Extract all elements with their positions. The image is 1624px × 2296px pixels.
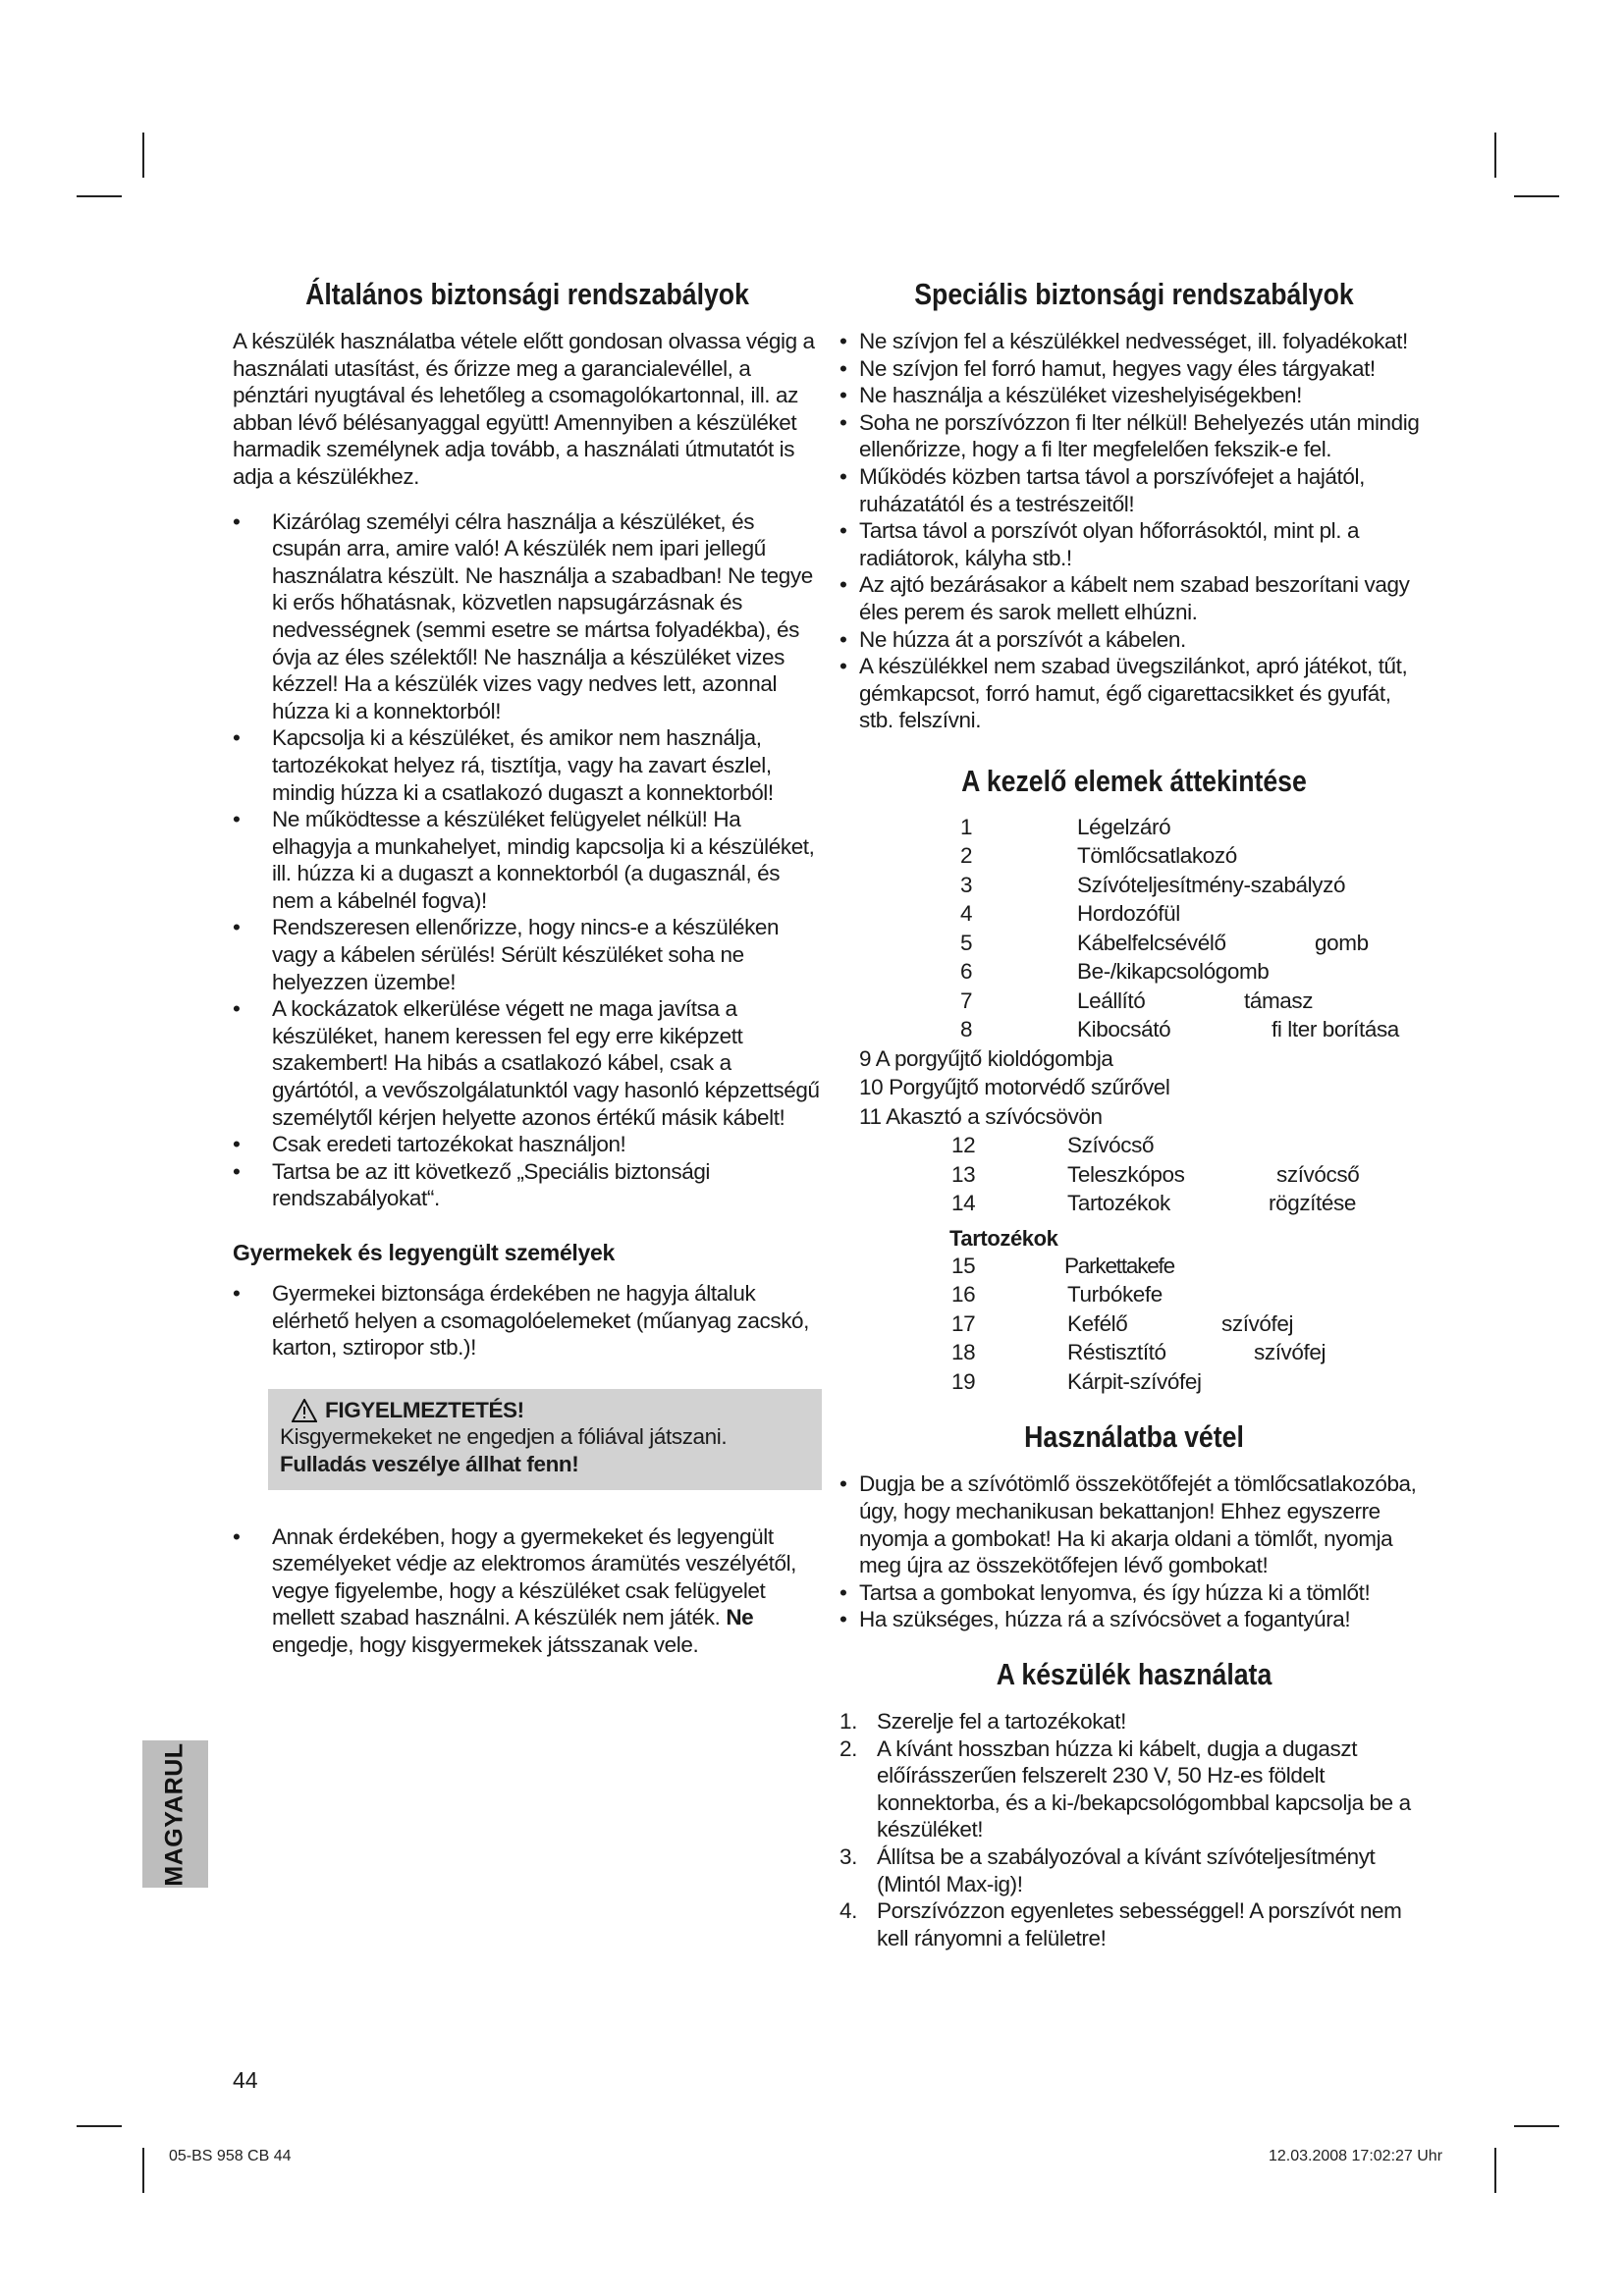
list-item: 4. Porszívózzon egyenletes sebességgel! A porszívót nem kell rányomni a felületre! [839,1898,1402,1950]
usage-title: A készülék használata [996,1656,1272,1691]
control-row: 8 Kibocsátó fi lter borítása [960,1017,1399,1042]
control-row: 10 Porgyűjtő motorvédő szűrővel [859,1075,1170,1100]
crop-mark [142,133,144,178]
list-item: 1. Szerelje fel a tartozékokat! [839,1708,1126,1734]
left-column [233,277,822,1659]
general-safety-list [233,508,822,1212]
crop-mark [142,2148,144,2193]
control-row: 9 A porgyűjtő kioldógombja [859,1045,1113,1071]
right-column [839,277,1429,1951]
usage-steps [839,1708,1429,1951]
special-safety-title: Speciális biztonsági rendszabályok [914,277,1354,311]
start-title: Használatba vétel [1024,1419,1244,1455]
list-item: • A készülékkel nem szabad üvegszilánkot, apró játékot, tűt, gémkapcsot, forró hamut, égő cigarettacsikket és gyufát, stb. felszívni. [839,653,1429,734]
list-item: • A kockázatok elkerülése végett ne maga javítsa a készüléket, hanem keressen fel egy erre kiképzett szakembert! Ha hibás a csatlakozó kábel, csak a gyártótól, a vevőszolgálatunktól vagy hasonló képzettségű személytől kérjen helyette azonos értékű másik kábelt! [233,995,822,1131]
list-item: • Soha ne porszívózzon fi lter nélkül! Behelyezés után mindig ellenőrizze, hogy a fi lter megfelelően fekszik-e fel. [839,409,1429,463]
warning-text: Kisgyermekeket ne engedjen a fóliával játszani. Fulladás veszélye állhat fenn! [280,1424,728,1476]
list-item: • Dugja be a szívótömlő összekötőfejét a tömlőcsatlakozóba, úgy, hogy mechanikusan bekattanjon! Ehhez egyszerre nyomja a gombokat! Ha ki akarja oldani a tömlőt, nyomja meg újra az összekötőfejen lévő gombokat! [839,1470,1429,1578]
list-item: • Tartsa a gombokat lenyomva, és így húzza ki a tömlőt! [839,1579,1429,1607]
children-heading: Gyermekek és legyengült személyek [233,1240,615,1265]
control-row: 5 Kábelfelcsévélő gomb [960,930,1369,955]
list-item: • Ne működtesse a készüléket felügyelet nélkül! Ha elhagyja a munkahelyet, mindig kapcsolja ki a készüléket, ill. húzza ki a dugaszt a konnektorból (a dugasznál, és nem a kábelnél fogva)! [233,806,822,914]
list-item: • Gyermekei biztonsága érdekében ne hagyja általuk elérhető helyen a csomagolóelemeket (műanyag zacskó, karton, sztiropor stb.)! [233,1280,822,1362]
control-row: 2 Tömlőcsatlakozó [960,843,1237,869]
control-row: 13 Teleszkópos szívócső [951,1161,1360,1187]
control-row: 12 Szívócső [951,1133,1155,1158]
list-item: • Ha szükséges, húzza rá a szívócsövet a fogantyúra! [839,1606,1429,1633]
intro-paragraph: A készülék használatba vétele előtt gondosan olvassa végig a használati utasítást, és őrizze meg a garancialevéllel, a pénztári nyugtával és lehetőleg a csomagolókartonnal, ill. az abban lévő bélésanyaggal együtt! Amennyiben a készüléket harmadik személynek adja tovább, a használati útmutatót is adja a készülékhez. [233,329,815,489]
list-item: • Működés közben tartsa távol a porszívófejet a hajától, ruházatától és a testrészeitől! [839,463,1429,517]
children-list [233,1280,822,1362]
list-item: • Ne szívjon fel forró hamut, hegyes vagy éles tárgyakat! [839,355,1429,383]
crop-mark [1494,2148,1496,2193]
general-safety-title: Általános biztonsági rendszabályok [305,277,749,311]
warning-bold-text: Fulladás veszélye állhat fenn! [280,1451,579,1476]
accessory-row: 17 Kefélő szívófej [951,1310,1294,1336]
accessory-row: 15 Parkettakefe [951,1253,1174,1278]
list-item: • Ne szívjon fel a készülékkel nedvességet, ill. folyadékokat! [839,328,1429,355]
control-row: 11 Akasztó a szívócsövön [859,1103,1103,1129]
list-item: • Tartsa be az itt következő „Speciális biztonsági rendszabályokat“. [233,1158,822,1212]
crop-mark [1514,2125,1559,2127]
control-row: 7 Leállító támasz [960,988,1314,1013]
crop-mark [77,195,122,197]
control-row: 14 Tartozékok rögzítése [951,1191,1356,1216]
list-item: • Ne húzza át a porszívót a kábelen. [839,626,1429,654]
warning-box [268,1389,822,1490]
page-number: 44 [233,2067,258,2093]
controls-list [839,815,1429,1399]
accessory-row: 18 Réstisztító szívófej [951,1340,1326,1365]
list-item: • Annak érdekében, hogy a gyermekeket és legyengült személyeket védje az elektromos áramütés veszélyétől, vegye figyelembe, hogy a készüléket csak felügyelet mellett szabad használni. A készülék nem játék. Ne engedje, hogy kisgyermekek játsszanak vele. [233,1523,822,1659]
accessory-row: 19 Kárpit-szívófej [951,1368,1202,1394]
crop-mark [1494,133,1496,178]
control-row: 1 Légelzáró [960,814,1171,839]
special-safety-list [839,328,1429,734]
list-item: • Az ajtó bezárásakor a kábelt nem szabad beszorítani vagy éles perem és sarok mellett elhúzni. [839,571,1429,625]
list-item: 2. A kívánt hosszban húzza ki kábelt, dugja a dugaszt előírásszerűen felszerelt 230 V, 50 Hz-es földelt konnektorba, és a ki-/bekapcsológombbal kapcsolja be a készüléket! [839,1735,1411,1842]
electric-shock-list [233,1523,822,1659]
list-item: • Tartsa távol a porszívót olyan hőforrásoktól, mint pl. a radiátorok, kályha stb.! [839,517,1429,571]
control-row: 4 Hordozófül [960,901,1180,927]
list-item: • Ne használja a készüléket vizeshelyiségekben! [839,382,1429,409]
list-item: • Rendszeresen ellenőrizze, hogy nincs-e a készüléken vagy a kábelen sérülés! Sérült készüléket soha ne helyezzen üzembe! [233,914,822,995]
accessories-heading: Tartozékok [949,1225,1058,1251]
footer-left: 05-BS 958 CB 44 [169,2148,292,2164]
warning-icon [292,1399,317,1422]
list-item: 3. Állítsa be a szabályozóval a kívánt szívóteljesítményt (Mintól Max-ig)! [839,1843,1376,1896]
crop-mark [1514,195,1559,197]
list-item: • Kizárólag személyi célra használja a készüléket, és csupán arra, amire való! A készülék nem ipari jellegű használatra készült. Ne használja a szabadban! Ne tegye ki erős hőhatásnak, közvetlen napsugárzásnak és nedvességnek (semmi esetre se mártsa folyadékba), és óvja az éles szélektől! Ne használja a készüléket vizes kézzel! Ha a készülék vizes vagy nedves lett, azonnal húzza ki a konnektorból! [233,508,822,725]
crop-mark [77,2125,122,2127]
warning-title: FIGYELMEZTETÉS! [280,1397,808,1424]
footer-right: 12.03.2008 17:02:27 Uhr [1269,2148,1443,2164]
language-tab: MAGYARUL [142,1740,208,1888]
accessory-row: 16 Turbókefe [951,1282,1163,1308]
controls-title: A kezelő elemek áttekintése [961,763,1307,798]
list-item: • Csak eredeti tartozékokat használjon! [233,1131,822,1158]
control-row: 6 Be-/kikapcsológomb [960,959,1270,985]
list-item: • Kapcsolja ki a készüléket, és amikor nem használja, tartozékokat helyez rá, tisztítja, vagy ha zavart észlel, mindig húzza ki a csatlakozó dugaszt a konnektorból! [233,724,822,806]
start-list [839,1470,1429,1633]
control-row: 3 Szívóteljesítmény-szabályzó [960,872,1346,897]
